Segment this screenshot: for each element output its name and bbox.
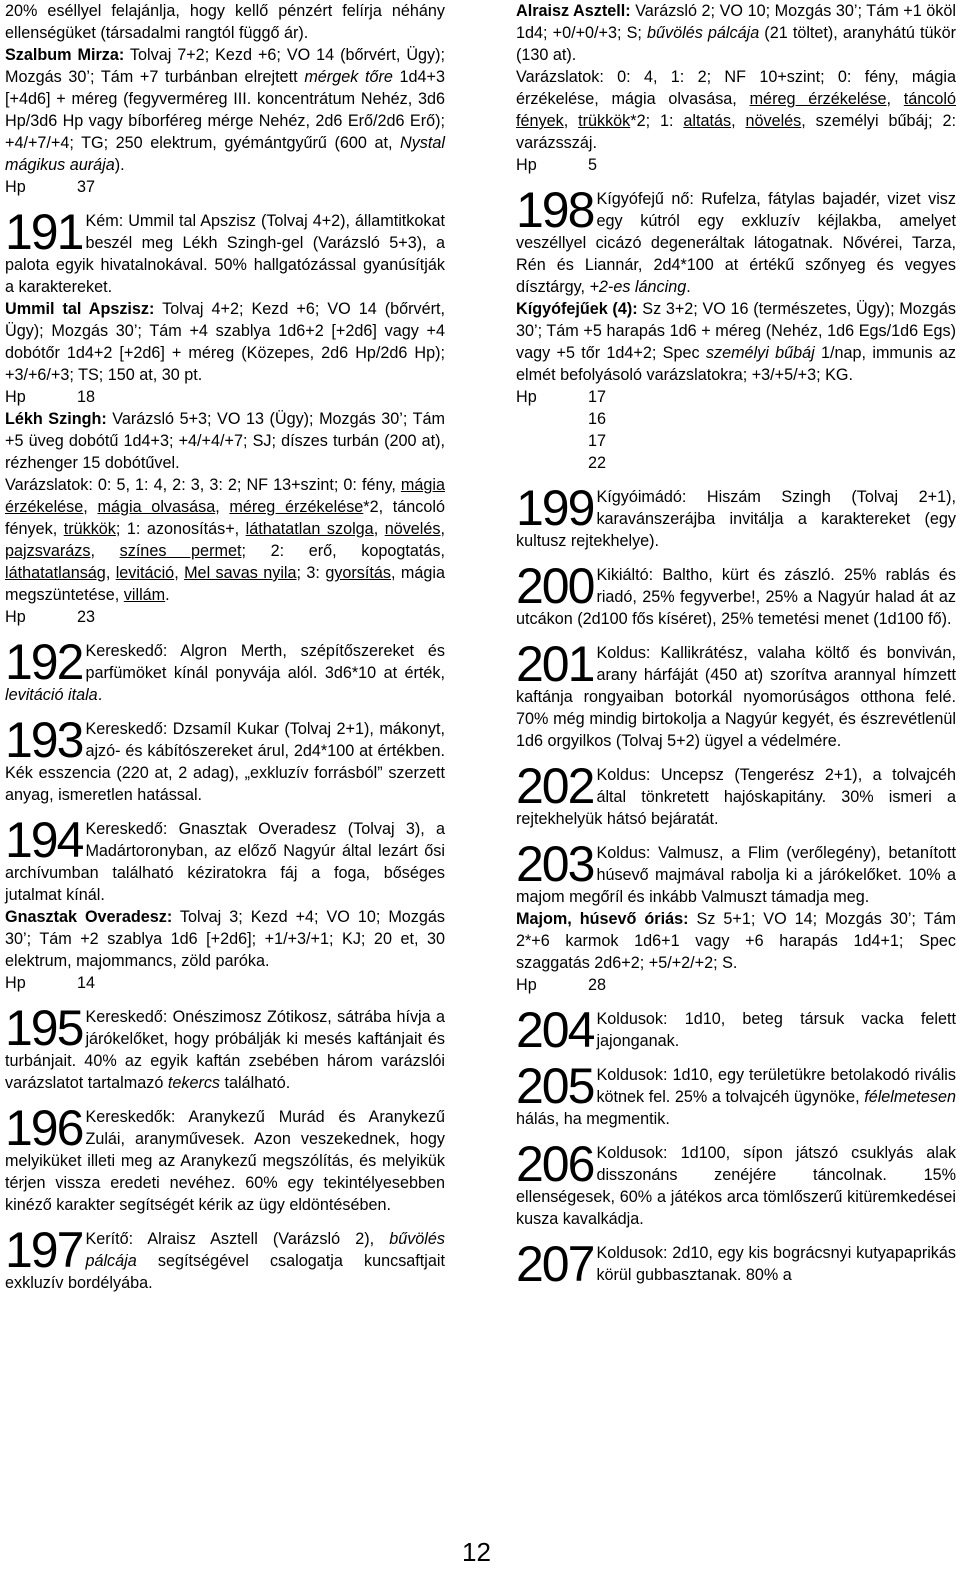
kigyofejuek-hp: 22 bbox=[588, 454, 607, 472]
entry-text: Koldusok: 1d10, beteg társuk vacka felett jajonganak. bbox=[596, 1010, 956, 1050]
entry-193 bbox=[5, 712, 445, 806]
entry-text: Kerítő: Alraisz Asztell (Varázsló 2), bűvölés pálcája segítségével csalogatja kuncsaftjait exkluzív bordélyába. bbox=[5, 1230, 445, 1292]
entry-number: 198 bbox=[516, 182, 594, 238]
entry-text: Kikiáltó: Baltho, kürt és zászló. 25% rablás és riadó, 25% fegyverbe!, 25% a Nagyúr halad át az utcákon (2d100 fős kíséret), 25% temetési menet (1d100 fő). bbox=[516, 566, 956, 628]
majom-stats: Majom, húsevő óriás: Sz 5+1; VO 14; Mozgás 30’; Tám 2*+6 karmok 1d6+1 vagy +6 harapás 1d4+1; Spec szaggatás 2d6+2; +5/+2/+2; S. bbox=[516, 910, 956, 972]
majom-hp: Hp 28 bbox=[516, 976, 607, 994]
ummil-stats: Ummil tal Apszisz: Tolvaj 4+2; Kezd +6; VO 14 (bőrvért, Ügy); Mozgás 30’; Tám +4 szablya 1d6+2 [+2d6] vagy +4 dobótőr 1d4+2 [+2d6] + méreg (Közepes, 2d6 Hp/2d6 Hp); +3/+6/+3; TS; 150 at, 30 pt. bbox=[5, 300, 445, 384]
kigyofejuek-hp: 17 bbox=[588, 432, 607, 450]
alraisz-hp: Hp 5 bbox=[516, 156, 598, 174]
entry-191 bbox=[5, 204, 445, 298]
entry-text: Kereskedő: Onészimosz Zótikosz, sátrába hívja a járókelőket, hogy próbálják ki mesés kaftánjait és turbánjait. 40% az egyik kaftán zsebében három varázslói varázslatot tartalmazó tekercs található. bbox=[5, 1008, 445, 1092]
lekh-hp: Hp 23 bbox=[5, 608, 96, 626]
entry-text: Koldusok: 1d100, sípon játszó csuklyás alak disszonáns zenéjére táncolnak. 15% ellenségesek, 60% a játékos arca tömlőszerű kitüremkedései kusza kavalkádja. bbox=[516, 1144, 956, 1228]
entry-number: 194 bbox=[5, 812, 83, 868]
entry-number: 195 bbox=[5, 1000, 83, 1056]
entry-text: Kereskedő: Dzsamíl Kukar (Tolvaj 2+1), mákonyt, ajzó- és kábítószereket árul, 2d4*100 at értékben. Kék esszencia (220 at, 2 adag), „exkluzív forrásból” szerzett anyag, ismeretlen hatással. bbox=[5, 720, 445, 804]
entry-194 bbox=[5, 812, 445, 906]
entry-text: Koldus: Uncepsz (Tengerész 2+1), a tolvajcéh által tönkretett hajóskapitány. 30% ismeri a rejtekhelyük hátsó bejáratát. bbox=[516, 766, 956, 828]
entry-number: 207 bbox=[516, 1236, 594, 1292]
lekh-spells: Varázslatok: 0: 5, 1: 4, 2: 3, 3: 2; NF 13+szint; 0: fény, mágia érzékelése, mágia olvasása, méreg érzékelése*2, táncoló fények, trükkök; 1: azonosítás+, láthatatlan szolga, növelés, pajzsvarázs, színes permet; 2: erő, kopogtatás, láthatatlanság, levitáció, Mel savas nyila; 3: gyorsítás, mágia megszüntetése, villám. bbox=[5, 476, 446, 604]
entry-number: 199 bbox=[516, 480, 594, 536]
entry-192 bbox=[5, 634, 445, 706]
entry-number: 203 bbox=[516, 836, 594, 892]
entry-text: Kereskedő: Gnasztak Overadesz (Tolvaj 3), a Madártoronyban, az előző Nagyúr által lezárt ősi archívumban található kéziratokra fáj a foga, bőséges jutalmat kínál. bbox=[5, 820, 445, 904]
entry-207 bbox=[516, 1236, 956, 1292]
szalbum-name: Szalbum Mirza: bbox=[5, 46, 125, 64]
entry-text: Kereskedő: Algron Merth, szépítőszereket és parfümöket kínál ponyvája alól. 3d6*10 at érték, levitáció itala. bbox=[5, 642, 445, 704]
entry-200 bbox=[516, 558, 956, 630]
page-number: 12 bbox=[462, 1537, 491, 1567]
entry-195 bbox=[5, 1000, 445, 1094]
entry-204 bbox=[516, 1002, 956, 1058]
entry-number: 205 bbox=[516, 1058, 594, 1114]
kigyofejuek-hp: Hp 17 bbox=[516, 388, 607, 406]
entry-number: 204 bbox=[516, 1002, 594, 1058]
entry-number: 202 bbox=[516, 758, 594, 814]
lekh-stats: Lékh Szingh: Varázsló 5+3; VO 13 (Ügy); Mozgás 30’; Tám +5 üveg dobótű 1d4+3; +4/+4/+7; SJ; díszes turbán (200 at), rézhenger 15 dobótűvel. bbox=[5, 410, 445, 472]
left-column bbox=[5, 0, 445, 1294]
entry-203 bbox=[516, 836, 956, 908]
entry-206 bbox=[516, 1136, 956, 1230]
szalbum-hp: Hp 37 bbox=[5, 178, 96, 196]
entry-text: Koldusok: 2d10, egy kis bográcsnyi kutyapaprikás körül gubbasztanak. 80% a bbox=[596, 1244, 956, 1284]
gnasztak-stats: Gnasztak Overadesz: Tolvaj 3; Kezd +4; VO 10; Mozgás 30’; Tám +2 szablya 1d6 [+2d6]; +1/+3/+1; KJ; 20 et, 30 elektrum, majommancs, zöld paróka. bbox=[5, 908, 445, 970]
entry-number: 193 bbox=[5, 712, 83, 768]
right-column bbox=[516, 0, 957, 1292]
entry-number: 197 bbox=[5, 1222, 83, 1278]
entry-text: Koldus: Kallikrátész, valaha költő és bonviván, arany hárfáját (450 at) szorítva arannyal hímzett kaftánja rongyaiban botorkál nyomorúságos otthona felé. 70% még mindig birtokolja a Nagyúr kegyét, és észrevétlenül 1d6 orgyilkos (Tolvaj 5+2) ügyel a védelmére. bbox=[516, 644, 956, 750]
intro-text: 20% eséllyel felajánlja, hogy kellő pénzért felírja néhány ellenségüket (társadalmi rangtól függő ár). bbox=[5, 2, 445, 42]
kigyofejuek-stats: Kígyófejűek (4): Sz 3+2; VO 16 (természetes, Ügy); Mozgás 30’; Tám +5 harapás 1d6 + méreg (Nehéz, 1d6 Egs/1d6 Egs) vagy +5 tőr 1d4+2; Spec személyi bűbáj 1/nap, immunis az elmét befolyásoló varázslatokra; +3/+5/+3; KG. bbox=[516, 300, 956, 384]
kigyofejuek-hp: 16 bbox=[588, 410, 607, 428]
gnasztak-hp: Hp 14 bbox=[5, 974, 96, 992]
ummil-hp: Hp 18 bbox=[5, 388, 96, 406]
entry-number: 200 bbox=[516, 558, 594, 614]
entry-196 bbox=[5, 1100, 445, 1216]
szalbum-stats: Szalbum Mirza: Tolvaj 7+2; Kezd +6; VO 14 (bőrvért, Ügy); Mozgás 30’; Tám +7 turbánban elrejtett mérgek tőre 1d4+3 [+4d6] + méreg (fegyverméreg III. koncentrátum Nehéz, 3d6 Hp/3d6 Hp vagy bíborféreg mérge Nehéz, 2d6 Erő/2d6 Erő); +4/+7/+4; TG; 250 elektrum, gyémántgyűrű (600 at, Nystal mágikus aurája). bbox=[5, 46, 445, 174]
entry-205 bbox=[516, 1058, 956, 1130]
entry-text: Kém: Ummil tal Apszisz (Tolvaj 4+2), államtitkokat beszél meg Lékh Szingh-gel (Varázsló 5+3), a palota egyik hivatalnokával. 50% hallgatózással gyanúsítják a karaktereket. bbox=[5, 212, 445, 296]
entry-198 bbox=[516, 182, 956, 298]
entry-number: 201 bbox=[516, 636, 594, 692]
entry-number: 191 bbox=[5, 204, 83, 260]
entry-text: Koldusok: 1d10, egy területükre betolakodó rivális kötnek fel. 25% a tolvajcéh ügynöke, félelmetesen hálás, ha megmentik. bbox=[516, 1066, 956, 1128]
entry-197 bbox=[5, 1222, 445, 1294]
entry-201 bbox=[516, 636, 956, 752]
entry-199 bbox=[516, 480, 956, 552]
entry-text: Kereskedők: Aranykezű Murád és Aranykezű Zulái, aranyművesek. Azon veszekednek, hogy melyiküket illeti meg az Aranykezű megszólítás, és melyikük térjen vissza eredeti nevéhez. 60% egy tekintélyesebben kinéző karakter segítségét kérik az ügy eldöntésében. bbox=[5, 1108, 445, 1214]
alraisz-spells: Varázslatok: 0: 4, 1: 2; NF 10+szint; 0: fény, mágia érzékelése, mágia olvasása, méreg érzékelése, táncoló fények, trükkök*2; 1: altatás, növelés, személyi bűbáj; 2: varázsszáj. bbox=[516, 68, 957, 152]
entry-202 bbox=[516, 758, 956, 830]
entry-text: Koldus: Valmusz, a Flim (verőlegény), betanított húsevő majmával rabolja ki a járókelőket. 10% a majom megőríl és inkább Valmuszt támadja meg. bbox=[516, 844, 956, 906]
entry-text: Kígyófejű nő: Rufelza, fátylas bajadér, vizet visz egy kútról egy exkluzív kéjlakba, amelyet veszéllyel cicázó degeneráltak látogatnak. Nővérei, Tarza, Rén és Liannár, 2d4*100 at értékű szőnyeg és vegyes dísztárgy, +2-es láncing. bbox=[516, 190, 956, 296]
entry-number: 196 bbox=[5, 1100, 83, 1156]
entry-number: 206 bbox=[516, 1136, 594, 1192]
entry-text: Kígyóimádó: Hiszám Szingh (Tolvaj 2+1), karavánszerájba invitálja a karaktereket (egy kultusz rejtekhelye). bbox=[516, 488, 956, 550]
alraisz-stats: Alraisz Asztell: Varázsló 2; VO 10; Mozgás 30’; Tám +1 ököl 1d4; +0/+0/+3; S; bűvölés pálcája (21 töltet), aranyhátú tükör (130 at). bbox=[516, 2, 957, 64]
entry-number: 192 bbox=[5, 634, 83, 690]
